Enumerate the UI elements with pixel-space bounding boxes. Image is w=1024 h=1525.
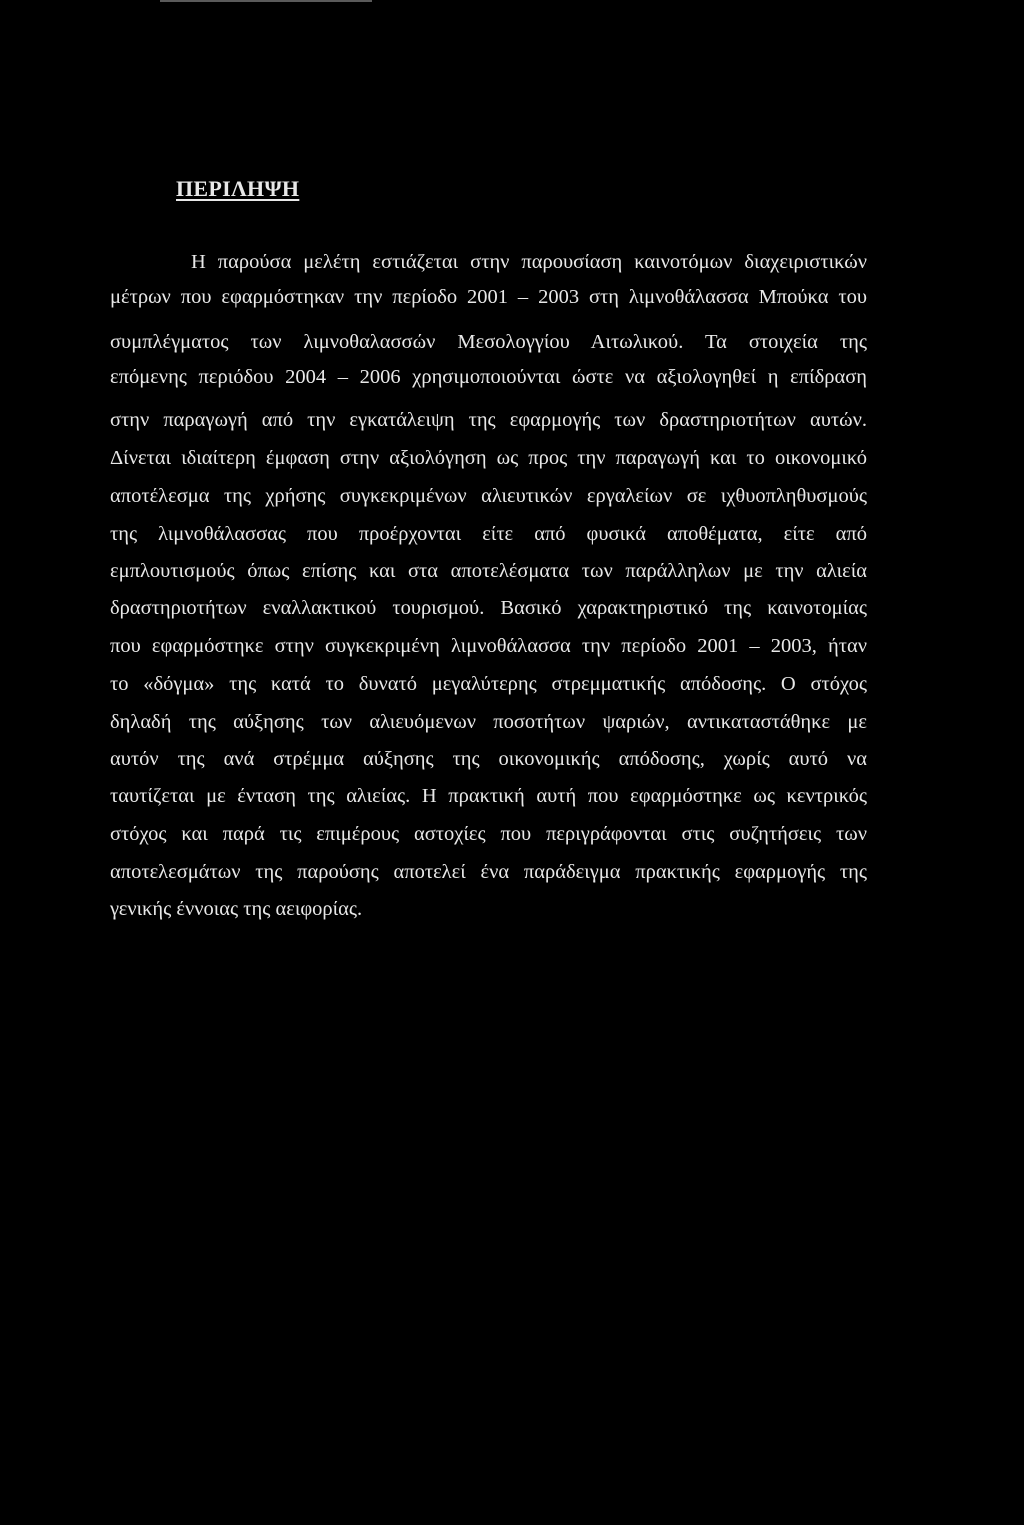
summary-line: Δίνεται ιδιαίτερη έμφαση στην αξιολόγηση ως προς την παραγωγή και το οικονομικό <box>110 447 867 469</box>
summary-line: που εφαρμόστηκε στην συγκεκριμένη λιμνοθάλασσα την περίοδο 2001 – 2003, ήταν <box>110 635 867 657</box>
summary-line: αυτόν της ανά στρέμμα αύξησης της οικονομικής απόδοσης, χωρίς αυτό να <box>110 748 867 770</box>
summary-line: το «δόγμα» της κατά το δυνατό μεγαλύτερης στρεμματικής απόδοσης. Ο στόχος <box>110 673 867 695</box>
summary-line: στόχος και παρά τις επιμέρους αστοχίες που περιγράφονται στις συζητήσεις των <box>110 823 867 845</box>
summary-line: Η παρούσα μελέτη εστιάζεται στην παρουσίαση καινοτόμων διαχειριστικών <box>191 251 867 273</box>
summary-line: γενικής έννοιας της αειφορίας. <box>110 898 363 920</box>
summary-line: της λιμνοθάλασσας που προέρχονται είτε από φυσικά αποθέματα, είτε από <box>110 523 867 545</box>
top-edge-rule <box>160 0 372 2</box>
summary-line: αποτελεσμάτων της παρούσης αποτελεί ένα παράδειγμα πρακτικής εφαρμογής της <box>110 861 867 883</box>
page-title: ΠΕΡΙΛΗΨΗ <box>176 176 300 201</box>
summary-line: εμπλουτισμούς όπως επίσης και στα αποτελέσματα των παράλληλων με την αλιεία <box>110 560 867 582</box>
summary-line: συμπλέγματος των λιμνοθαλασσών Μεσολογγίου Αιτωλικού. Τα στοιχεία της <box>110 331 867 353</box>
summary-line: επόμενης περιόδου 2004 – 2006 χρησιμοποιούνται ώστε να αξιολογηθεί η επίδραση <box>110 366 867 388</box>
summary-line: μέτρων που εφαρμόστηκαν την περίοδο 2001 – 2003 στη λιμνοθάλασσα Μπούκα του <box>110 286 867 308</box>
summary-line: δραστηριοτήτων εναλλακτικού τουρισμού. Βασικό χαρακτηριστικό της καινοτομίας <box>110 597 867 619</box>
summary-line: ταυτίζεται με ένταση της αλιείας. Η πρακτική αυτή που εφαρμόστηκε ως κεντρικός <box>110 785 867 807</box>
summary-line: στην παραγωγή από την εγκατάλειψη της εφαρμογής των δραστηριοτήτων αυτών. <box>110 409 867 431</box>
summary-line: δηλαδή της αύξησης των αλιευόμενων ποσοτήτων ψαριών, αντικαταστάθηκε με <box>110 711 867 733</box>
summary-line: αποτέλεσμα της χρήσης συγκεκριμένων αλιευτικών εργαλείων σε ιχθυοπληθυσμούς <box>110 485 867 507</box>
